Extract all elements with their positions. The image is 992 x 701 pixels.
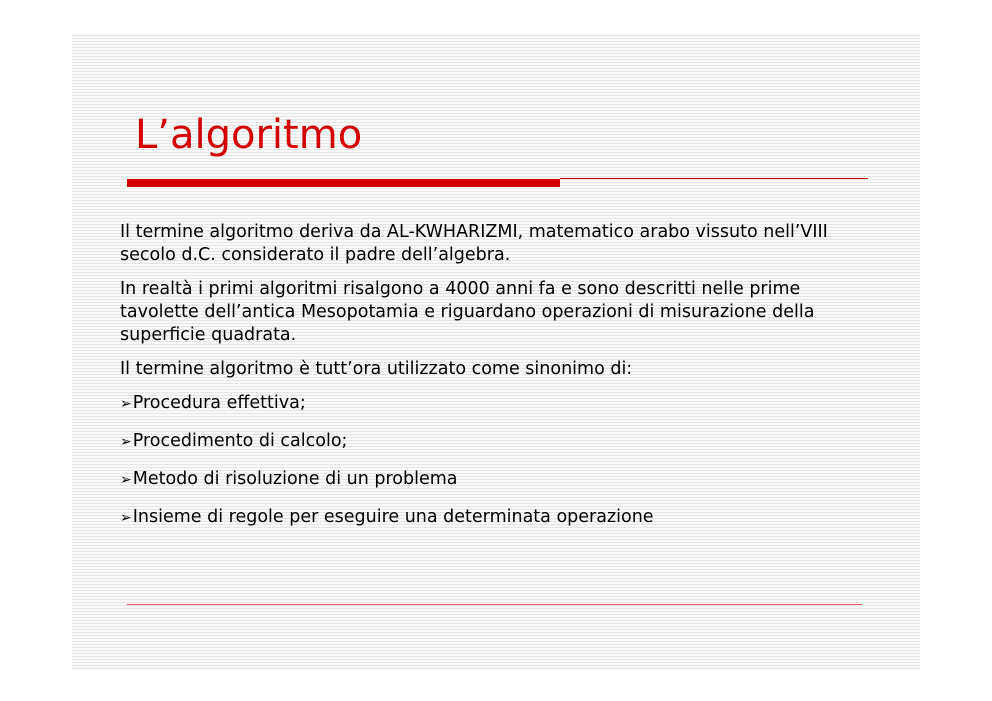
arrow-bullet-icon: ➢ xyxy=(120,396,132,412)
list-item xyxy=(120,506,870,530)
list-item-text: Procedura effettiva; xyxy=(132,393,306,413)
slide-title: L’algoritmo xyxy=(135,112,363,158)
list-item xyxy=(120,468,870,492)
paragraph-origin: Il termine algoritmo deriva da AL-KWHARIZMI, matematico arabo vissuto nell’VIII secolo d.C. considerato il padre dell’algebra. xyxy=(120,222,828,265)
slide xyxy=(72,33,920,669)
list-item xyxy=(120,430,870,454)
list-item xyxy=(120,392,870,416)
footer-divider xyxy=(127,604,862,605)
list-item-text: Metodo di risoluzione di un problema xyxy=(132,469,458,489)
slide-body xyxy=(120,221,870,544)
list-item-text: Procedimento di calcolo; xyxy=(132,431,348,451)
title-underline-bar xyxy=(127,179,560,187)
arrow-bullet-icon: ➢ xyxy=(120,434,132,450)
title-underline-thin xyxy=(560,178,868,179)
paragraph-history: In realtà i primi algoritmi risalgono a 4000 anni fa e sono descritti nelle prime tavolette dell’antica Mesopotamia e riguardano operazioni di misurazione della superficie quadrata. xyxy=(120,279,815,345)
arrow-bullet-icon: ➢ xyxy=(120,472,132,488)
list-item-text: Insieme di regole per eseguire una determinata operazione xyxy=(132,507,654,527)
arrow-bullet-icon: ➢ xyxy=(120,510,132,526)
paragraph-synonyms: Il termine algoritmo è tutt’ora utilizzato come sinonimo di: xyxy=(120,359,633,379)
